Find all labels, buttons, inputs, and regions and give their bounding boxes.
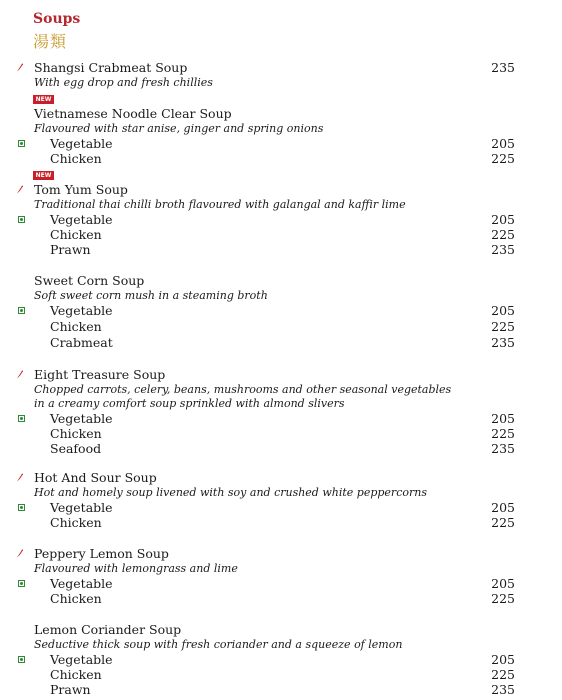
variant-price: 205 (491, 576, 515, 591)
chili-icon (16, 473, 24, 482)
variant-label: Chicken (50, 227, 102, 242)
variant-label: Prawn (50, 682, 91, 697)
variant-price: 235 (491, 682, 515, 697)
item-description: With egg drop and fresh chillies (34, 76, 213, 89)
variant-price: 205 (491, 303, 515, 318)
item-name: Shangsi Crabmeat Soup (34, 60, 188, 75)
variant-row (0, 335, 562, 350)
variant-price: 205 (491, 500, 515, 515)
variant-label: Vegetable (50, 652, 113, 667)
section-title-chinese: 湯類 (33, 32, 68, 51)
variant-row (0, 319, 562, 334)
item-description: in a creamy comfort soup sprinkled with almond slivers (34, 397, 345, 410)
variant-label: Chicken (50, 319, 102, 334)
chili-icon (16, 370, 24, 379)
variant-price: 235 (491, 441, 515, 456)
chili-icon (16, 549, 24, 558)
variant-row (0, 576, 562, 591)
variant-label: Vegetable (50, 212, 113, 227)
veg-mark-icon (18, 504, 25, 511)
variant-price: 225 (491, 227, 515, 242)
variant-label: Vegetable (50, 303, 113, 318)
variant-price: 235 (491, 242, 515, 257)
item-description: Seductive thick soup with fresh coriander and a squeeze of lemon (34, 638, 403, 651)
veg-mark-icon (18, 415, 25, 422)
item-description: Chopped carrots, celery, beans, mushrooms and other seasonal vegetables (34, 383, 452, 396)
veg-mark-icon (18, 580, 25, 587)
item-description: Flavoured with star anise, ginger and spring onions (34, 122, 324, 135)
variant-row (0, 303, 562, 318)
veg-mark-icon (18, 656, 25, 663)
variant-price: 205 (491, 136, 515, 151)
item-price: 235 (491, 60, 515, 75)
variant-price: 205 (491, 652, 515, 667)
variant-label: Vegetable (50, 136, 113, 151)
new-badge: NEW (33, 95, 54, 104)
variant-label: Chicken (50, 515, 102, 530)
variant-row (0, 151, 562, 166)
item-name: Hot And Sour Soup (34, 470, 157, 485)
item-name: Peppery Lemon Soup (34, 546, 169, 561)
variant-row (0, 500, 562, 515)
item-name: Vietnamese Noodle Clear Soup (34, 106, 232, 121)
item-description: Traditional thai chilli broth flavoured with galangal and kaffir lime (34, 198, 406, 211)
variant-price: 205 (491, 411, 515, 426)
variant-price: 225 (491, 426, 515, 441)
variant-row (0, 682, 562, 697)
variant-label: Vegetable (50, 576, 113, 591)
variant-label: Vegetable (50, 500, 113, 515)
item-name: Tom Yum Soup (34, 182, 128, 197)
item-description: Soft sweet corn mush in a steaming broth (34, 289, 268, 302)
veg-mark-icon (18, 307, 25, 314)
veg-mark-icon (18, 216, 25, 223)
variant-price: 235 (491, 335, 515, 350)
variant-row (0, 515, 562, 530)
variant-label: Chicken (50, 667, 102, 682)
item-description: Hot and homely soup livened with soy and crushed white peppercorns (34, 486, 427, 499)
variant-row (0, 652, 562, 667)
variant-price: 225 (491, 151, 515, 166)
veg-mark-icon (18, 140, 25, 147)
variant-price: 205 (491, 212, 515, 227)
variant-price: 225 (491, 591, 515, 606)
variant-row (0, 591, 562, 606)
chili-icon (16, 185, 24, 194)
new-badge: NEW (33, 171, 54, 180)
variant-row (0, 227, 562, 242)
variant-row (0, 426, 562, 441)
chili-icon (16, 63, 24, 72)
item-name: Lemon Coriander Soup (34, 622, 182, 637)
variant-price: 225 (491, 515, 515, 530)
item-description: Flavoured with lemongrass and lime (34, 562, 238, 575)
variant-label: Seafood (50, 441, 102, 456)
variant-label: Crabmeat (50, 335, 113, 350)
variant-label: Chicken (50, 151, 102, 166)
variant-row (0, 441, 562, 456)
variant-label: Vegetable (50, 411, 113, 426)
variant-row (0, 136, 562, 151)
item-name: Sweet Corn Soup (34, 273, 145, 288)
variant-price: 225 (491, 667, 515, 682)
variant-row (0, 242, 562, 257)
variant-row (0, 667, 562, 682)
item-name: Eight Treasure Soup (34, 367, 166, 382)
variant-label: Chicken (50, 591, 102, 606)
variant-label: Chicken (50, 426, 102, 441)
variant-price: 225 (491, 319, 515, 334)
variant-row (0, 212, 562, 227)
variant-row (0, 411, 562, 426)
variant-label: Prawn (50, 242, 91, 257)
section-title: Soups (33, 11, 81, 27)
